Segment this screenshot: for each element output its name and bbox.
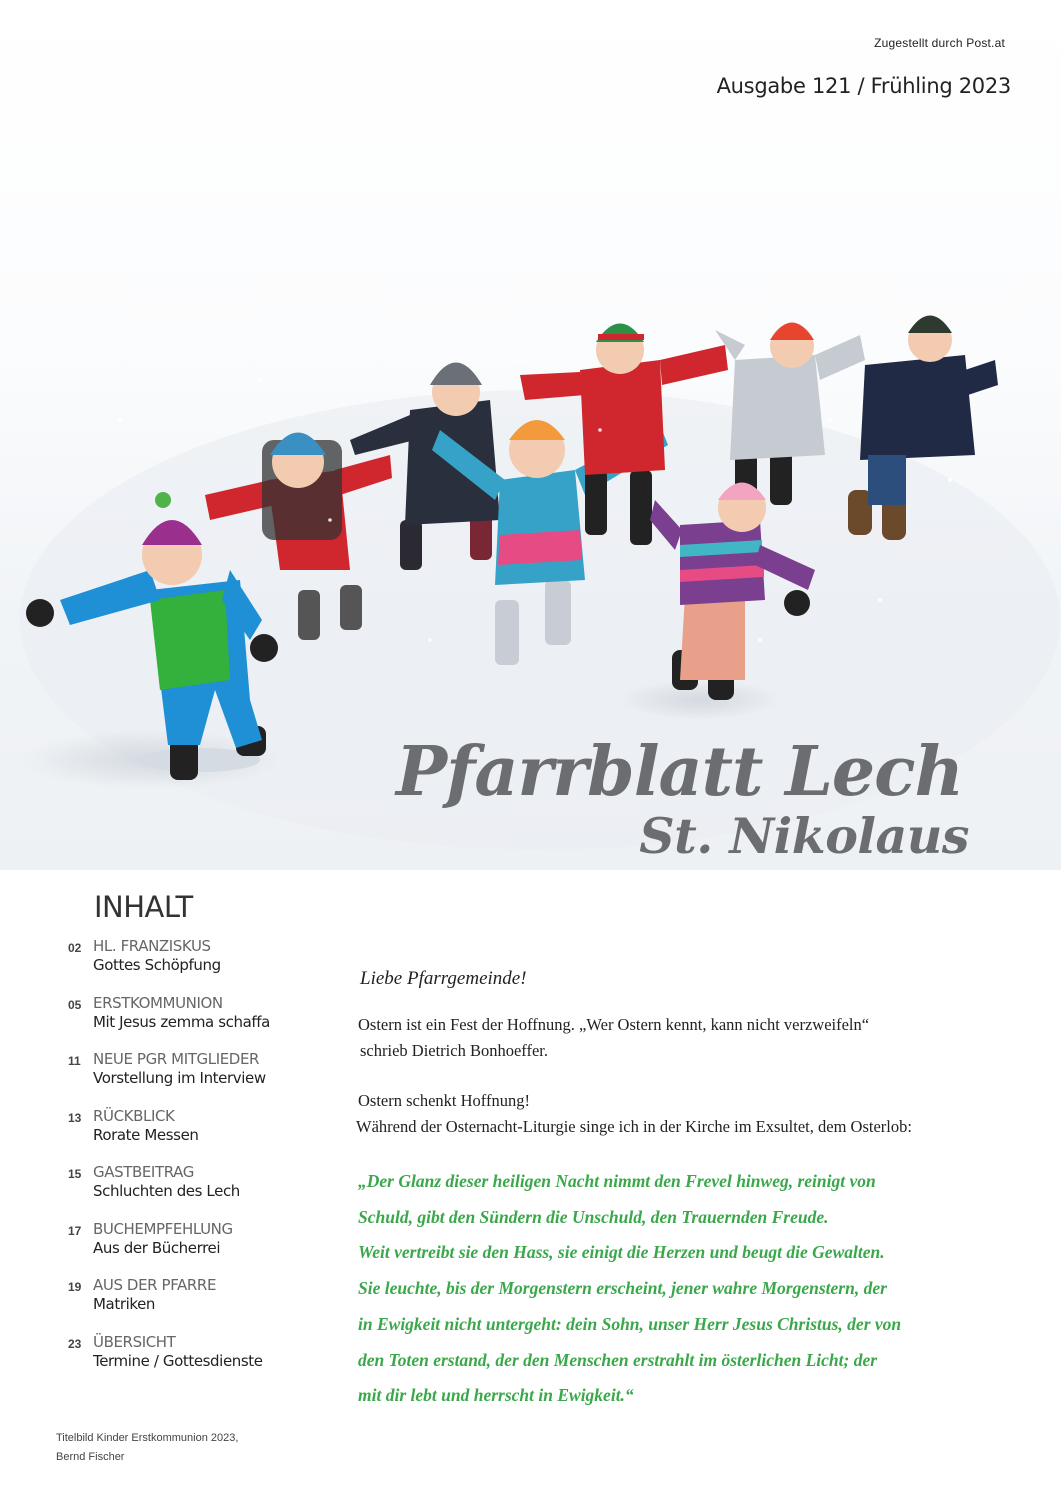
- letter-line: schrieb Dietrich Bonhoeffer.: [360, 1041, 549, 1060]
- toc-title: NEUE PGR MITGLIEDER: [93, 1050, 260, 1068]
- toc-item[interactable]: [68, 1333, 328, 1390]
- letter-line: Ostern ist ein Fest der Hoffnung. „Wer Ostern kennt, kann nicht verzweifeln“: [358, 1015, 870, 1034]
- editorial-letter: [358, 968, 1008, 1414]
- letter-greeting: Liebe Pfarrgemeinde!: [360, 968, 527, 989]
- toc-subtitle: Aus der Bücherrei: [93, 1238, 221, 1257]
- toc-item[interactable]: [68, 994, 328, 1051]
- quote-line: den Toten erstand, der den Menschen erstrahlt im österlichen Licht; der: [358, 1349, 878, 1370]
- toc-subtitle: Schluchten des Lech: [93, 1182, 240, 1200]
- toc-item[interactable]: [68, 937, 328, 994]
- letter-paragraph: [358, 1088, 1008, 1140]
- photo-credit-line: Titelbild Kinder Erstkommunion 2023,: [56, 1432, 239, 1444]
- quote-line: mit dir lebt und herrscht in Ewigkeit.“: [358, 1385, 634, 1406]
- toc-title: ERSTKOMMUNION: [93, 993, 223, 1012]
- letter-paragraph: [358, 1012, 1008, 1064]
- quote-line: „Der Glanz dieser heiligen Nacht nimmt den Frevel hinweg, reinigt von: [358, 1171, 876, 1191]
- exsultet-quote: [358, 1164, 1008, 1414]
- photo-credit: [56, 1429, 266, 1467]
- quote-line: Schuld, gibt den Sündern die Unschuld, den Trauernden Freude.: [358, 1206, 829, 1227]
- toc-subtitle: Matriken: [93, 1295, 156, 1313]
- quote-line: Sie leuchte, bis der Morgenstern erscheint, jener wahre Morgenstern, der: [358, 1278, 887, 1299]
- issue-label: Ausgabe 121 / Frühling 2023: [716, 74, 1011, 98]
- masthead-title: Pfarrblatt Lech: [396, 732, 963, 812]
- toc-title: HL. FRANZISKUS: [93, 937, 211, 955]
- toc-page-number: 19: [68, 1280, 82, 1294]
- toc-item[interactable]: [68, 1276, 328, 1333]
- quote-line: in Ewigkeit nicht untergeht: dein Sohn, unser Herr Jesus Christus, der von: [358, 1313, 902, 1334]
- toc-item[interactable]: [68, 1220, 328, 1277]
- toc-subtitle: Mit Jesus zemma schaffa: [93, 1012, 270, 1031]
- photo-credit-line: Bernd Fischer: [56, 1451, 125, 1463]
- quote-line: Weit vertreibt sie den Hass, sie einigt die Herzen und beugt die Gewalten.: [358, 1242, 885, 1263]
- toc-subtitle: Gottes Schöpfung: [93, 956, 221, 974]
- toc-title: GASTBEITRAG: [93, 1163, 194, 1181]
- toc-title: ÜBERSICHT: [93, 1332, 176, 1351]
- toc-page-number: 13: [68, 1110, 82, 1125]
- toc-item[interactable]: [68, 1050, 328, 1107]
- toc-page-number: 02: [68, 941, 82, 955]
- toc-subtitle: Vorstellung im Interview: [93, 1069, 266, 1087]
- toc-page-number: 15: [68, 1167, 82, 1181]
- toc-page-number: 05: [68, 997, 82, 1012]
- letter-line: Während der Osternacht-Liturgie singe ich in der Kirche im Exsultet, dem Osterlob:: [356, 1117, 912, 1136]
- toc-item[interactable]: [68, 1107, 328, 1164]
- toc-subtitle: Rorate Messen: [93, 1125, 199, 1144]
- toc-subtitle: Termine / Gottesdienste: [93, 1351, 263, 1370]
- delivery-note: Zugestellt durch Post.at: [874, 36, 1005, 50]
- toc-page-number: 11: [68, 1054, 81, 1068]
- table-of-contents: [68, 937, 328, 1389]
- toc-page-number: 17: [68, 1223, 82, 1238]
- letter-line: Ostern schenkt Hoffnung!: [358, 1091, 530, 1110]
- masthead-subtitle: St. Nikolaus: [639, 807, 969, 865]
- toc-heading: INHALT: [94, 890, 193, 924]
- toc-item[interactable]: [68, 1163, 328, 1220]
- toc-title: BUCHEMPFEHLUNG: [93, 1219, 233, 1238]
- toc-title: RÜCKBLICK: [93, 1106, 175, 1125]
- toc-page-number: 23: [68, 1336, 82, 1351]
- toc-title: AUS DER PFARRE: [93, 1276, 217, 1294]
